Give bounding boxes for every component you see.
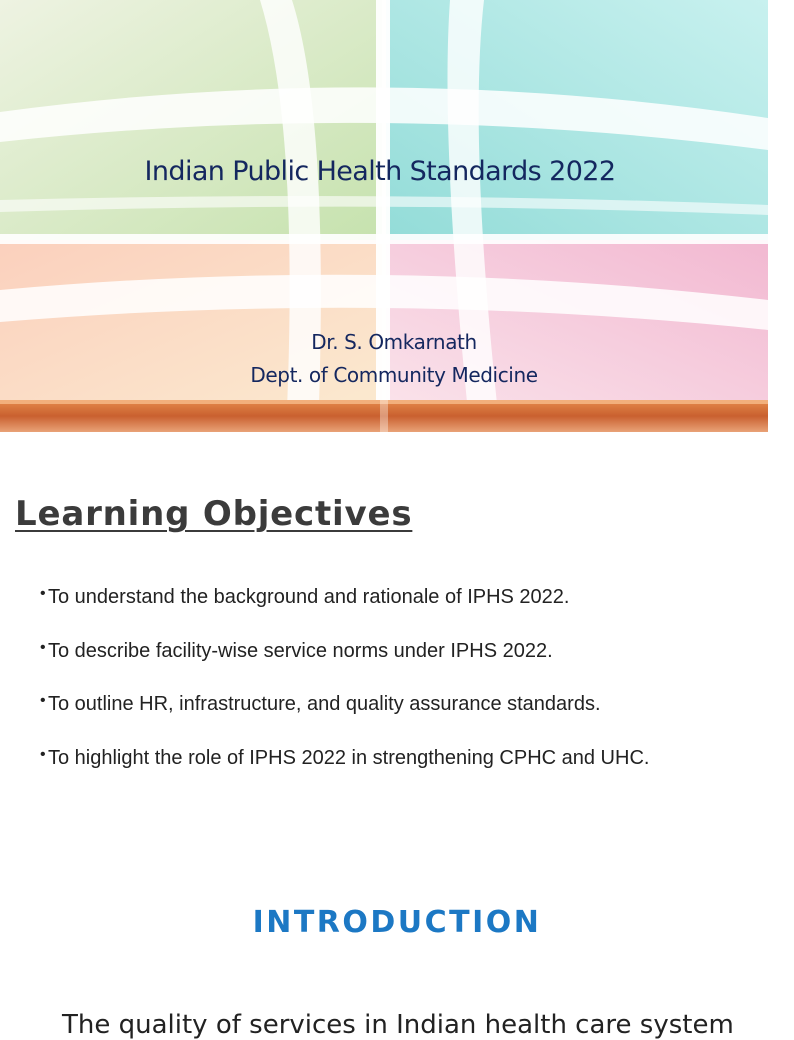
list-item bbox=[40, 693, 649, 747]
introduction-heading: INTRODUCTION bbox=[252, 905, 542, 940]
list-item bbox=[40, 747, 649, 801]
objective-text: To highlight the role of IPHS 2022 in strengthening CPHC and UHC. bbox=[48, 746, 650, 769]
author-department: Dept. of Community Medicine bbox=[250, 363, 538, 387]
introduction-text: The quality of services in Indian health care system bbox=[62, 1010, 734, 1040]
objective-text: To understand the background and rationale of IPHS 2022. bbox=[48, 586, 570, 608]
author-name: Dr. S. Omkarnath bbox=[311, 330, 477, 354]
list-item bbox=[40, 640, 649, 694]
objective-text: To describe facility-wise service norms under IPHS 2022. bbox=[48, 639, 553, 662]
bullet-icon: • bbox=[40, 692, 46, 709]
author-block bbox=[0, 326, 788, 392]
learning-objectives-heading: Learning Objectives bbox=[15, 494, 413, 534]
objective-text: To outline HR, infrastructure, and quality assurance standards. bbox=[48, 693, 601, 715]
bullet-icon: • bbox=[40, 638, 46, 656]
presentation-title: Indian Public Health Standards 2022 bbox=[144, 156, 616, 187]
list-item bbox=[40, 586, 649, 640]
learning-objectives-slide bbox=[0, 432, 768, 842]
title-slide bbox=[0, 0, 768, 432]
bullet-icon: • bbox=[40, 745, 46, 763]
introduction-slide bbox=[0, 842, 768, 1040]
bullet-icon: • bbox=[40, 585, 46, 602]
objectives-list bbox=[40, 586, 649, 800]
